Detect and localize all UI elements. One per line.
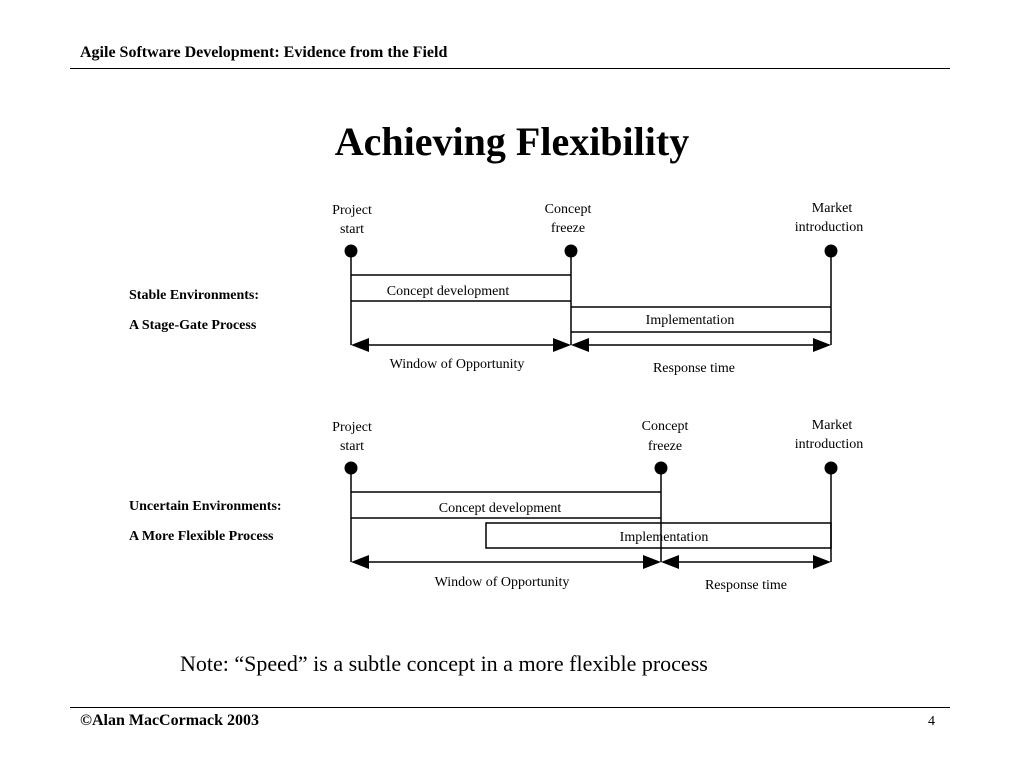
slide-title: Achieving Flexibility	[334, 119, 690, 164]
uncertain-market-label-2: introduction	[794, 437, 864, 452]
speed-note: Note: “Speed” is a subtle concept in a more flexible process	[180, 651, 708, 676]
stable-project-start-label-1: Project	[332, 203, 372, 218]
slide-header: Agile Software Development: Evidence from the Field	[80, 44, 448, 61]
stable-project-start-label-2: start	[339, 222, 365, 237]
uncertain-response-arrow-right-head	[813, 555, 831, 569]
stable-concept-freeze-label-1: Concept	[544, 202, 592, 217]
uncertain-concept-freeze-label-1: Concept	[641, 419, 689, 434]
stable-implementation-label: Implementation	[645, 313, 735, 328]
uncertain-response-arrow-left-head	[661, 555, 679, 569]
uncertain-concept-development-label: Concept development	[438, 501, 562, 516]
stable-label-line1: Stable Environments:	[129, 288, 260, 303]
stable-response-arrow-right-head	[813, 338, 831, 352]
stable-response-arrow-left-head	[571, 338, 589, 352]
footer-rule	[70, 707, 950, 708]
uncertain-market-label-1: Market	[811, 418, 853, 433]
uncertain-label-line2: A More Flexible Process	[129, 529, 274, 544]
stable-window-arrow-right-head	[553, 338, 571, 352]
uncertain-window-of-opportunity-label: Window of Opportunity	[434, 575, 570, 590]
stable-window-of-opportunity-label: Window of Opportunity	[389, 357, 525, 372]
uncertain-label-line1: Uncertain Environments:	[129, 499, 282, 514]
page-number: 4	[928, 714, 935, 729]
uncertain-implementation-label: Implementation	[619, 530, 709, 545]
uncertain-concept-freeze-label-2: freeze	[647, 439, 683, 454]
stable-market-label-2: introduction	[794, 220, 864, 235]
uncertain-diagram	[332, 418, 863, 593]
stable-concept-development-label: Concept development	[386, 284, 510, 299]
stable-market-label-1: Market	[811, 201, 853, 216]
uncertain-project-start-label-2: start	[339, 439, 365, 454]
copyright: ©Alan MacCormack 2003	[80, 712, 260, 729]
uncertain-window-arrow-right-head	[643, 555, 661, 569]
uncertain-window-arrow-left-head	[351, 555, 369, 569]
uncertain-response-time-label: Response time	[704, 578, 788, 593]
stable-diagram	[332, 201, 863, 376]
stable-concept-freeze-label-2: freeze	[550, 221, 586, 236]
stable-window-arrow-left-head	[351, 338, 369, 352]
stable-label-line2: A Stage-Gate Process	[129, 318, 257, 333]
uncertain-project-start-label-1: Project	[332, 420, 372, 435]
stable-response-time-label: Response time	[652, 361, 736, 376]
